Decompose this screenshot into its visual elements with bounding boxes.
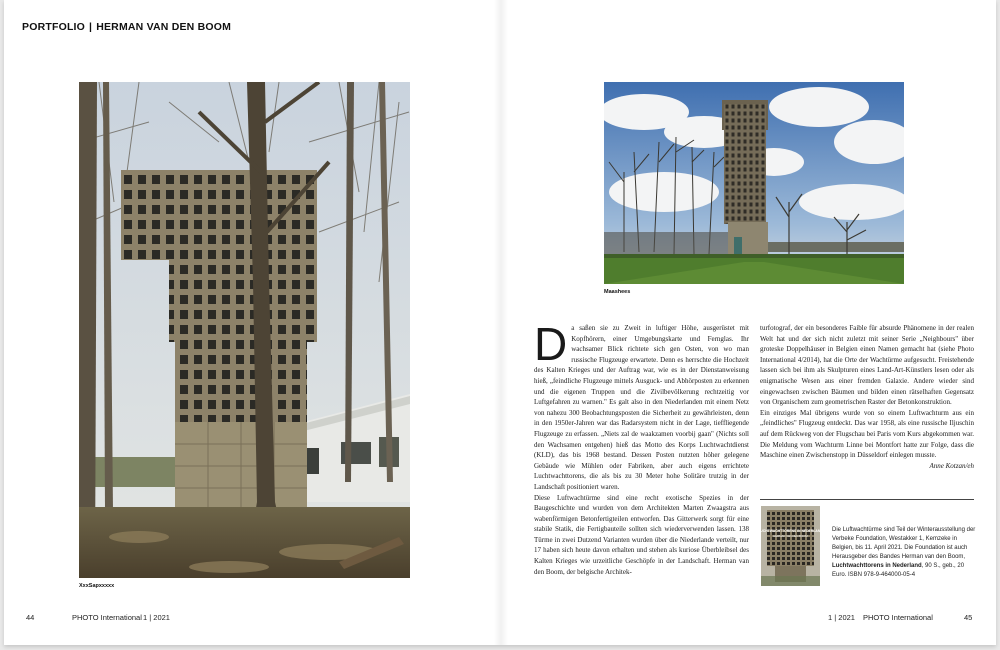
book-info-intro: Die Luftwachtürme sind Teil der Winterausstellung der Verbeke Foundation, Westakker 1, Kemzeke in Belgien, bis 11. April 2021. Die Foundation ist auch Herausgeber des Bandes Herman van den Boom,: [832, 527, 976, 560]
left-photo-caption: XxxSapxxxxx: [79, 583, 115, 589]
left-footer-issue: 1 | 2021: [143, 613, 170, 622]
book-title-bold: Luchtwachttorens in Nederland: [832, 563, 922, 569]
book-cover-author: HERMAN VAN DEN BOOM: [773, 534, 808, 538]
book-cover-title: LUCHTWACHTTORENS IN NEDERLAND: [761, 529, 820, 533]
article-signature: Anne Kotzan/eh: [929, 461, 974, 470]
header-separator: |: [89, 21, 93, 33]
book-cover-thumbnail: [761, 506, 820, 586]
article-paragraph: Ein einziges Mal übrigens wurde von so einem Luftwachturm aus ein „feindliches" Flugzeug entdeckt. Das war 1958, als eine russische Iljuschin auf dem Rückweg von der Flugschau bei Paris vom Kurs abgekommen war. Die Meldung vom Wachturm Linne bei Montfort hatte zur Folge, dass die Maschine einen Zwischenstopp in Düsseldorf einlegen musste.: [760, 408, 974, 460]
header-author: HERMAN VAN DEN BOOM: [96, 21, 232, 33]
header-section: PORTFOLIO: [22, 21, 86, 33]
right-photo-caption: Maashees: [604, 289, 631, 295]
article-paragraph: a saßen sie zu Zweit in luftiger Höhe, ausgerüstet mit Kopfhörern, einer Umgebungskarte und Fernglas. Ihr wachsamer Blick richtete sich gen Osten, von wo man russische Flugzeuge erwartete. Denn es herrschte die Hochzeit des Kalten Krieges und der Auftrag war, wie es in der Dienstanweisung hieß, „feindliche Flugzeuge mittels Ausguck- und Abhörposten zu erkennen und die eigenen Truppen und die Zivilbevölkerung rechtzeitig vor Luftgefahren zu warnen." Es galt also in den Niederlanden mit einem Netz von nahezu 300 Beobachtungsposten die Sicherheit zu gewährleisten, denn in den 1950er-Jahren war das Radarsystem nicht in der Lage, tieffliegende Flugzeuge zu erfassen. „Niets zal de waakzamen voorbij gaan" (Nichts soll den Wachsamen entgehen) hieß das Motto des Korps Luchtwachtdienst (KLD), das bis 1968 bestand. Dessen Posten nutzten höher gelegene Gebäude wie Mühlen oder Fabriken, aber auch eigens errichtete Luchtwachttorens, die als bis zu 30 Meter hohe Solitäre trutzig in der Landschaft positioniert waren.: [534, 324, 749, 491]
right-tower-photo: [604, 82, 904, 284]
page-gutter: [494, 0, 508, 645]
right-footer-issue: 1 | 2021: [828, 613, 855, 622]
left-page-number: 44: [26, 613, 35, 622]
book-info-details: , 90 S., geb., 20 Euro. ISBN 978-9-464000-05-4: [832, 563, 965, 578]
article-column-2: [760, 323, 974, 471]
right-footer-magazine: PHOTO International: [863, 613, 933, 622]
left-footer-magazine: PHOTO International: [72, 613, 142, 622]
drop-cap: D: [534, 318, 568, 370]
right-page-number: 45: [964, 613, 973, 622]
article-column-1: [534, 318, 749, 577]
article-paragraph: Diese Luftwachtürme sind eine recht exotische Spezies in der Baugeschichte und wurden von dem Architekten Marten Zwaagstra aus wabenförmigen Betonfertigteilen entworfen. Das Gitterwerk sorgt für eine stabile Statik, die Fertigbauteile sollten sich wiederverwenden lassen. 138 Türme in zwei Dutzend Varianten wurden über die Niederlande verteilt, nur 17 haben sich heute davon erhalten und stehen als kuriose Überbleibsel des Kalten Krieges wie urzeitliche Geschöpfe in der Landschaft. Herman van den Boom, der belgische Architek-: [534, 493, 749, 576]
left-tower-photo: [79, 82, 410, 578]
book-info-text: [832, 526, 977, 580]
article-paragraph: turfotograf, der ein besonderes Faible für absurde Phänomene in der realen Welt hat und der sich nicht zuletzt mit seiner Serie „Neighbours" über groteske Doppelhäuser in Belgien einen Namen gemacht hat (siehe Photo International 4/2014), hat die Orte der Wachtürme aufgesucht. Freistehende lassen sich bei ihm als Skulpturen eines Land-Art-Künstlers lesen oder als enigmatische Wesen aus einer fremden Galaxie. Andere wieder sind eingewachsen zwischen Bäumen und bilden einen rätselhaften Gegensatz von Organischem zum geometrischen Raster der Betonkonstruktion.: [760, 324, 974, 407]
running-header: [22, 21, 231, 33]
divider-rule: [760, 499, 974, 500]
